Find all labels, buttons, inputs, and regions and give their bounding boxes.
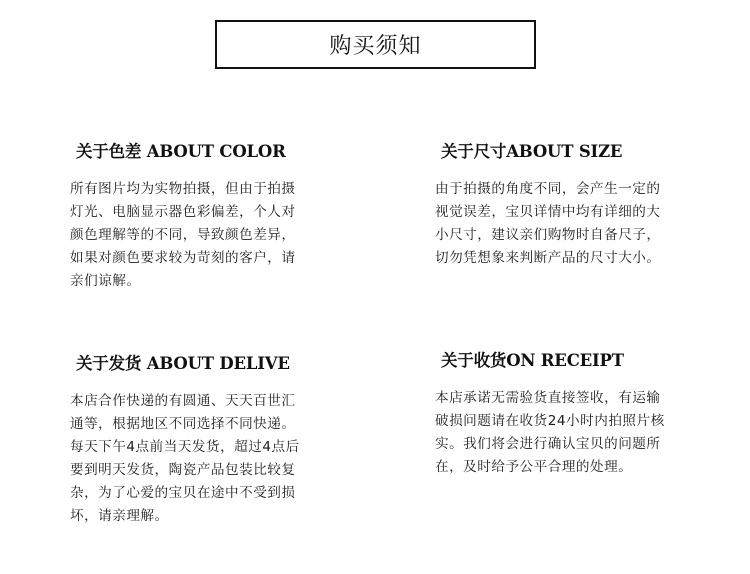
section-body: 本店合作快递的有圆通、天天百世汇通等，根据地区不同选择不同快递。每天下午4点前当天发货，超过4点后要到明天发货，陶瓷产品包装比较复杂，为了心爱的宝贝在途中不受到损坏，请亲理解。 [70, 393, 300, 524]
section-title: 关于发货 ABOUT DELIVE [76, 354, 290, 373]
section-title: 关于色差 ABOUT COLOR [76, 142, 286, 161]
section-title: 关于收货ON RECEIPT [441, 351, 624, 370]
section-body: 本店承诺无需验货直接签收，有运输破损问题请在收货24小时内拍照片核实。我们将会进行确认宝贝的问题所在，及时给予公平合理的处理。 [435, 390, 665, 475]
page-title [215, 20, 536, 69]
section-body: 由于拍摄的角度不同，会产生一定的视觉误差，宝贝详情中均有详细的大小尺寸，建议亲们购物时自备尺子，切勿凭想象来判断产品的尺寸大小。 [435, 181, 661, 266]
section-body: 所有图片均为实物拍摄，但由于拍摄灯光、电脑显示器色彩偏差，个人对颜色理解等的不同，导致颜色差异，如果对颜色要求较为苛刻的客户，请亲们谅解。 [70, 181, 296, 289]
page-title-text: 购买须知 [329, 34, 422, 59]
section-title: 关于尺寸ABOUT SIZE [441, 142, 623, 161]
